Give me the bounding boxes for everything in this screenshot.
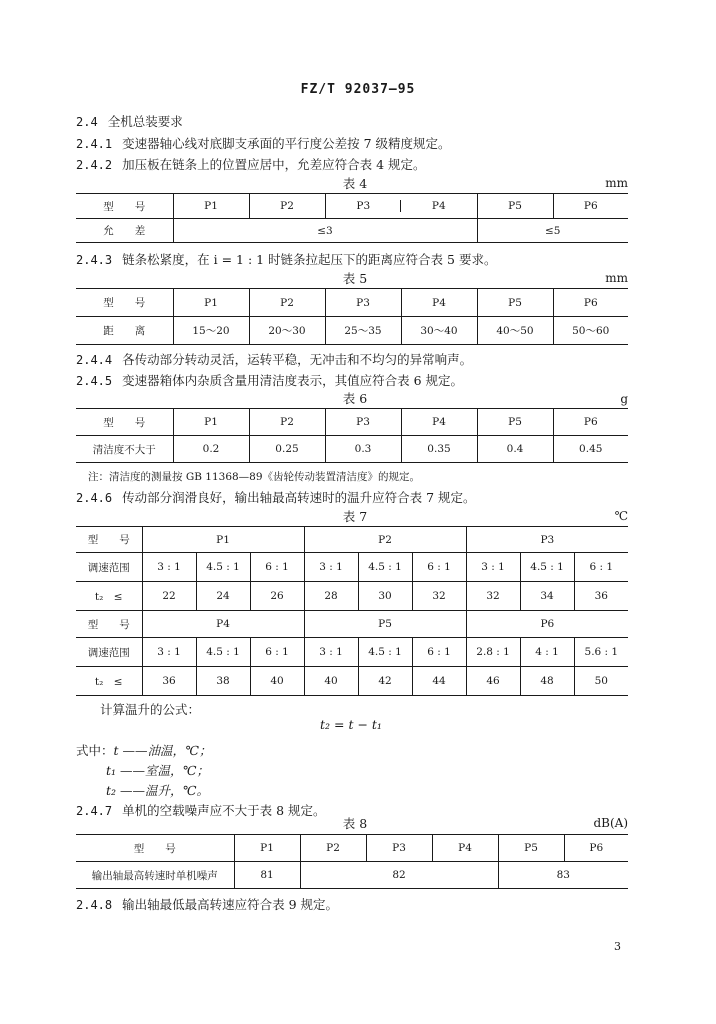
header-cell: P1 xyxy=(173,194,249,219)
value-cell: 36 xyxy=(574,582,628,611)
table-5-caption: 表 5 xyxy=(342,271,368,286)
table-5 xyxy=(76,288,628,345)
value-cell: 0.4 xyxy=(477,436,553,463)
table-5-unit: mm xyxy=(605,271,628,285)
section-number: 2.4 xyxy=(76,115,98,129)
table-6-unit: g xyxy=(620,392,628,406)
value-cell: 24 xyxy=(196,582,250,611)
table-4-unit: mm xyxy=(605,176,628,190)
formula-definition: t ——油温，℃； xyxy=(113,743,212,758)
table-4-caption: 表 4 xyxy=(342,176,368,191)
section-number: 2.4.3 xyxy=(76,253,113,267)
value-cell: 30 xyxy=(358,582,412,611)
table-7-range-row xyxy=(76,553,628,582)
section-2-4-4 xyxy=(76,350,472,368)
table-4-row xyxy=(76,219,628,243)
range-cell: 4.5 : 1 xyxy=(520,553,574,582)
header-cell: P3 xyxy=(325,409,401,436)
value-cell: 40～50 xyxy=(477,317,553,345)
range-cell: 3 : 1 xyxy=(304,553,358,582)
value-cell: 0.25 xyxy=(249,436,325,463)
table-4-header-row xyxy=(76,194,628,219)
value-cell: 38 xyxy=(196,667,250,696)
header-cell: P5 xyxy=(477,194,553,219)
section-2-4 xyxy=(76,112,183,130)
section-2-4-6 xyxy=(76,488,476,506)
range-cell: 6 : 1 xyxy=(574,553,628,582)
table-8-header-row xyxy=(76,835,628,862)
table-4 xyxy=(76,193,628,243)
value-cell: 50 xyxy=(574,667,628,696)
formula-definition: t₁ ——室温，℃； xyxy=(106,763,209,778)
header-cell: P3 xyxy=(325,289,401,317)
row-label: 输出轴最高转速时单机噪声 xyxy=(76,862,234,889)
table-6-row xyxy=(76,436,628,463)
range-cell: 3 : 1 xyxy=(304,638,358,667)
header-cell xyxy=(325,194,477,219)
table-6-header-row xyxy=(76,409,628,436)
model-cell: P5 xyxy=(304,611,466,638)
range-cell: 6 : 1 xyxy=(412,553,466,582)
row-label: 清洁度不大于 xyxy=(76,436,173,463)
header-cell: 型 号 xyxy=(76,409,173,436)
table-6 xyxy=(76,408,628,463)
range-cell: 3 : 1 xyxy=(466,553,520,582)
header-cell: P4 xyxy=(401,289,477,317)
row-label: 调速范围 xyxy=(76,638,142,667)
header-cell: P6 xyxy=(564,835,628,862)
header-cell: P1 xyxy=(173,409,249,436)
range-cell: 5.6 : 1 xyxy=(574,638,628,667)
table-6-note: 注：清洁度的测量按 GB 11368—89《齿轮传动装置清洁度》的规定。 xyxy=(88,471,421,483)
formula-definition: t₂ ——温升，℃。 xyxy=(106,783,209,798)
header-cell: P4 xyxy=(401,409,477,436)
range-cell: 2.8 : 1 xyxy=(466,638,520,667)
header-cell: P4 xyxy=(432,835,498,862)
value-cell: 83 xyxy=(498,862,628,889)
value-cell: 28 xyxy=(304,582,358,611)
table-5-header-row xyxy=(76,289,628,317)
section-2-4-7 xyxy=(76,801,326,819)
value-cell: 0.3 xyxy=(325,436,401,463)
range-cell: 4.5 : 1 xyxy=(196,638,250,667)
header-cell: P2 xyxy=(249,194,325,219)
table-7-value-row xyxy=(76,582,628,611)
formula-where xyxy=(76,741,212,759)
row-label: 调速范围 xyxy=(76,553,142,582)
range-cell: 6 : 1 xyxy=(412,638,466,667)
section-text: 传动部分润滑良好，输出轴最高转速时的温升应符合表 7 规定。 xyxy=(122,490,476,505)
value-cell: 22 xyxy=(142,582,196,611)
value-cell: 50～60 xyxy=(553,317,628,345)
header-cell: P5 xyxy=(498,835,564,862)
section-text: 加压板在链条上的位置应居中，允差应符合表 4 规定。 xyxy=(122,157,426,172)
table-7-caption: 表 7 xyxy=(342,509,368,524)
table-8-unit: dB(A) xyxy=(593,816,628,830)
header-cell: P1 xyxy=(173,289,249,317)
value-cell: 44 xyxy=(412,667,466,696)
range-cell: 6 : 1 xyxy=(250,638,304,667)
header-cell: P6 xyxy=(553,194,628,219)
header-cell: P5 xyxy=(477,409,553,436)
value-cell: 30～40 xyxy=(401,317,477,345)
row-label: 型 号 xyxy=(76,611,142,638)
row-label: 距 离 xyxy=(76,317,173,345)
range-cell: 4.5 : 1 xyxy=(196,553,250,582)
range-cell: 4.5 : 1 xyxy=(358,553,412,582)
model-cell: P4 xyxy=(142,611,304,638)
section-2-4-3 xyxy=(76,250,496,268)
value-cell: 25～35 xyxy=(325,317,401,345)
value-cell: 15～20 xyxy=(173,317,249,345)
header-cell: 型 号 xyxy=(76,289,173,317)
table-8 xyxy=(76,834,628,889)
value-cell: 42 xyxy=(358,667,412,696)
range-cell: 4.5 : 1 xyxy=(358,638,412,667)
model-cell: P3 xyxy=(466,527,628,553)
header-cell-p3: P3 xyxy=(356,200,371,212)
value-cell: 32 xyxy=(412,582,466,611)
where-label: 式中： xyxy=(76,743,114,758)
value-cell: 20～30 xyxy=(249,317,325,345)
section-text: 变速器轴心线对底脚支承面的平行度公差按 7 级精度规定。 xyxy=(122,136,451,151)
section-text: 输出轴最低最高转速应符合表 9 规定。 xyxy=(122,897,339,912)
value-cell: ≤3 xyxy=(173,219,477,243)
header-cell: P3 xyxy=(366,835,432,862)
header-cell: P2 xyxy=(300,835,366,862)
value-cell: ≤5 xyxy=(477,219,628,243)
section-text: 变速器箱体内杂质含量用清洁度表示，其值应符合表 6 规定。 xyxy=(122,373,464,388)
section-2-4-2 xyxy=(76,155,426,173)
table-7-unit: ℃ xyxy=(614,509,628,523)
value-cell: 40 xyxy=(250,667,304,696)
value-cell: 48 xyxy=(520,667,574,696)
section-text: 全机总装要求 xyxy=(107,114,183,129)
range-cell: 3 : 1 xyxy=(142,638,196,667)
table-7-model-row xyxy=(76,527,628,553)
model-cell: P6 xyxy=(466,611,628,638)
table-7 xyxy=(76,526,628,696)
table-8-caption: 表 8 xyxy=(342,816,368,831)
header-cell: 型 号 xyxy=(76,194,173,219)
table-6-caption: 表 6 xyxy=(342,391,368,406)
value-cell: 0.35 xyxy=(401,436,477,463)
value-cell: 81 xyxy=(234,862,300,889)
table-7-range-row xyxy=(76,638,628,667)
header-cell: P2 xyxy=(249,289,325,317)
section-number: 2.4.6 xyxy=(76,491,113,505)
value-cell: 82 xyxy=(300,862,498,889)
range-cell: 4 : 1 xyxy=(520,638,574,667)
header-cell-p4: P4 xyxy=(400,200,477,212)
section-number: 2.4.7 xyxy=(76,804,113,818)
row-label: t₂ ≤ xyxy=(76,582,142,611)
section-number: 2.4.5 xyxy=(76,374,113,388)
section-text: 链条松紧度，在 i = 1 : 1 时链条拉起压下的距离应符合表 5 要求。 xyxy=(122,252,497,267)
section-text: 单机的空载噪声应不大于表 8 规定。 xyxy=(122,803,326,818)
page-number: 3 xyxy=(614,940,621,953)
header-cell: 型 号 xyxy=(76,835,234,862)
formula-intro: 计算温升的公式： xyxy=(100,702,201,717)
value-cell: 46 xyxy=(466,667,520,696)
model-cell: P1 xyxy=(142,527,304,553)
section-text: 各传动部分转动灵活，运转平稳，无冲击和不均匀的异常响声。 xyxy=(122,352,473,367)
range-cell: 3 : 1 xyxy=(142,553,196,582)
range-cell: 6 : 1 xyxy=(250,553,304,582)
header-cell: P5 xyxy=(477,289,553,317)
value-cell: 0.2 xyxy=(173,436,249,463)
section-number: 2.4.8 xyxy=(76,898,113,912)
section-2-4-8 xyxy=(76,895,338,913)
header-cell: P6 xyxy=(553,409,628,436)
row-label: 允 差 xyxy=(76,219,173,243)
section-2-4-5 xyxy=(76,371,463,389)
value-cell: 32 xyxy=(466,582,520,611)
value-cell: 34 xyxy=(520,582,574,611)
row-label: 型 号 xyxy=(76,527,142,553)
row-label: t₂ ≤ xyxy=(76,667,142,696)
value-cell: 36 xyxy=(142,667,196,696)
section-number: 2.4.2 xyxy=(76,158,113,172)
header-cell: P2 xyxy=(249,409,325,436)
model-cell: P2 xyxy=(304,527,466,553)
section-2-4-1 xyxy=(76,134,451,152)
section-number: 2.4.4 xyxy=(76,353,113,367)
header-cell: P1 xyxy=(234,835,300,862)
table-7-value-row xyxy=(76,667,628,696)
table-5-row xyxy=(76,317,628,345)
header-cell: P6 xyxy=(553,289,628,317)
section-number: 2.4.1 xyxy=(76,137,113,151)
table-7-model-row xyxy=(76,611,628,638)
value-cell: 40 xyxy=(304,667,358,696)
value-cell: 0.45 xyxy=(553,436,628,463)
value-cell: 26 xyxy=(250,582,304,611)
formula-expression: t₂ = t − t₁ xyxy=(320,717,382,732)
table-8-row xyxy=(76,862,628,889)
document-header: FZ/T 92037—95 xyxy=(300,82,416,97)
